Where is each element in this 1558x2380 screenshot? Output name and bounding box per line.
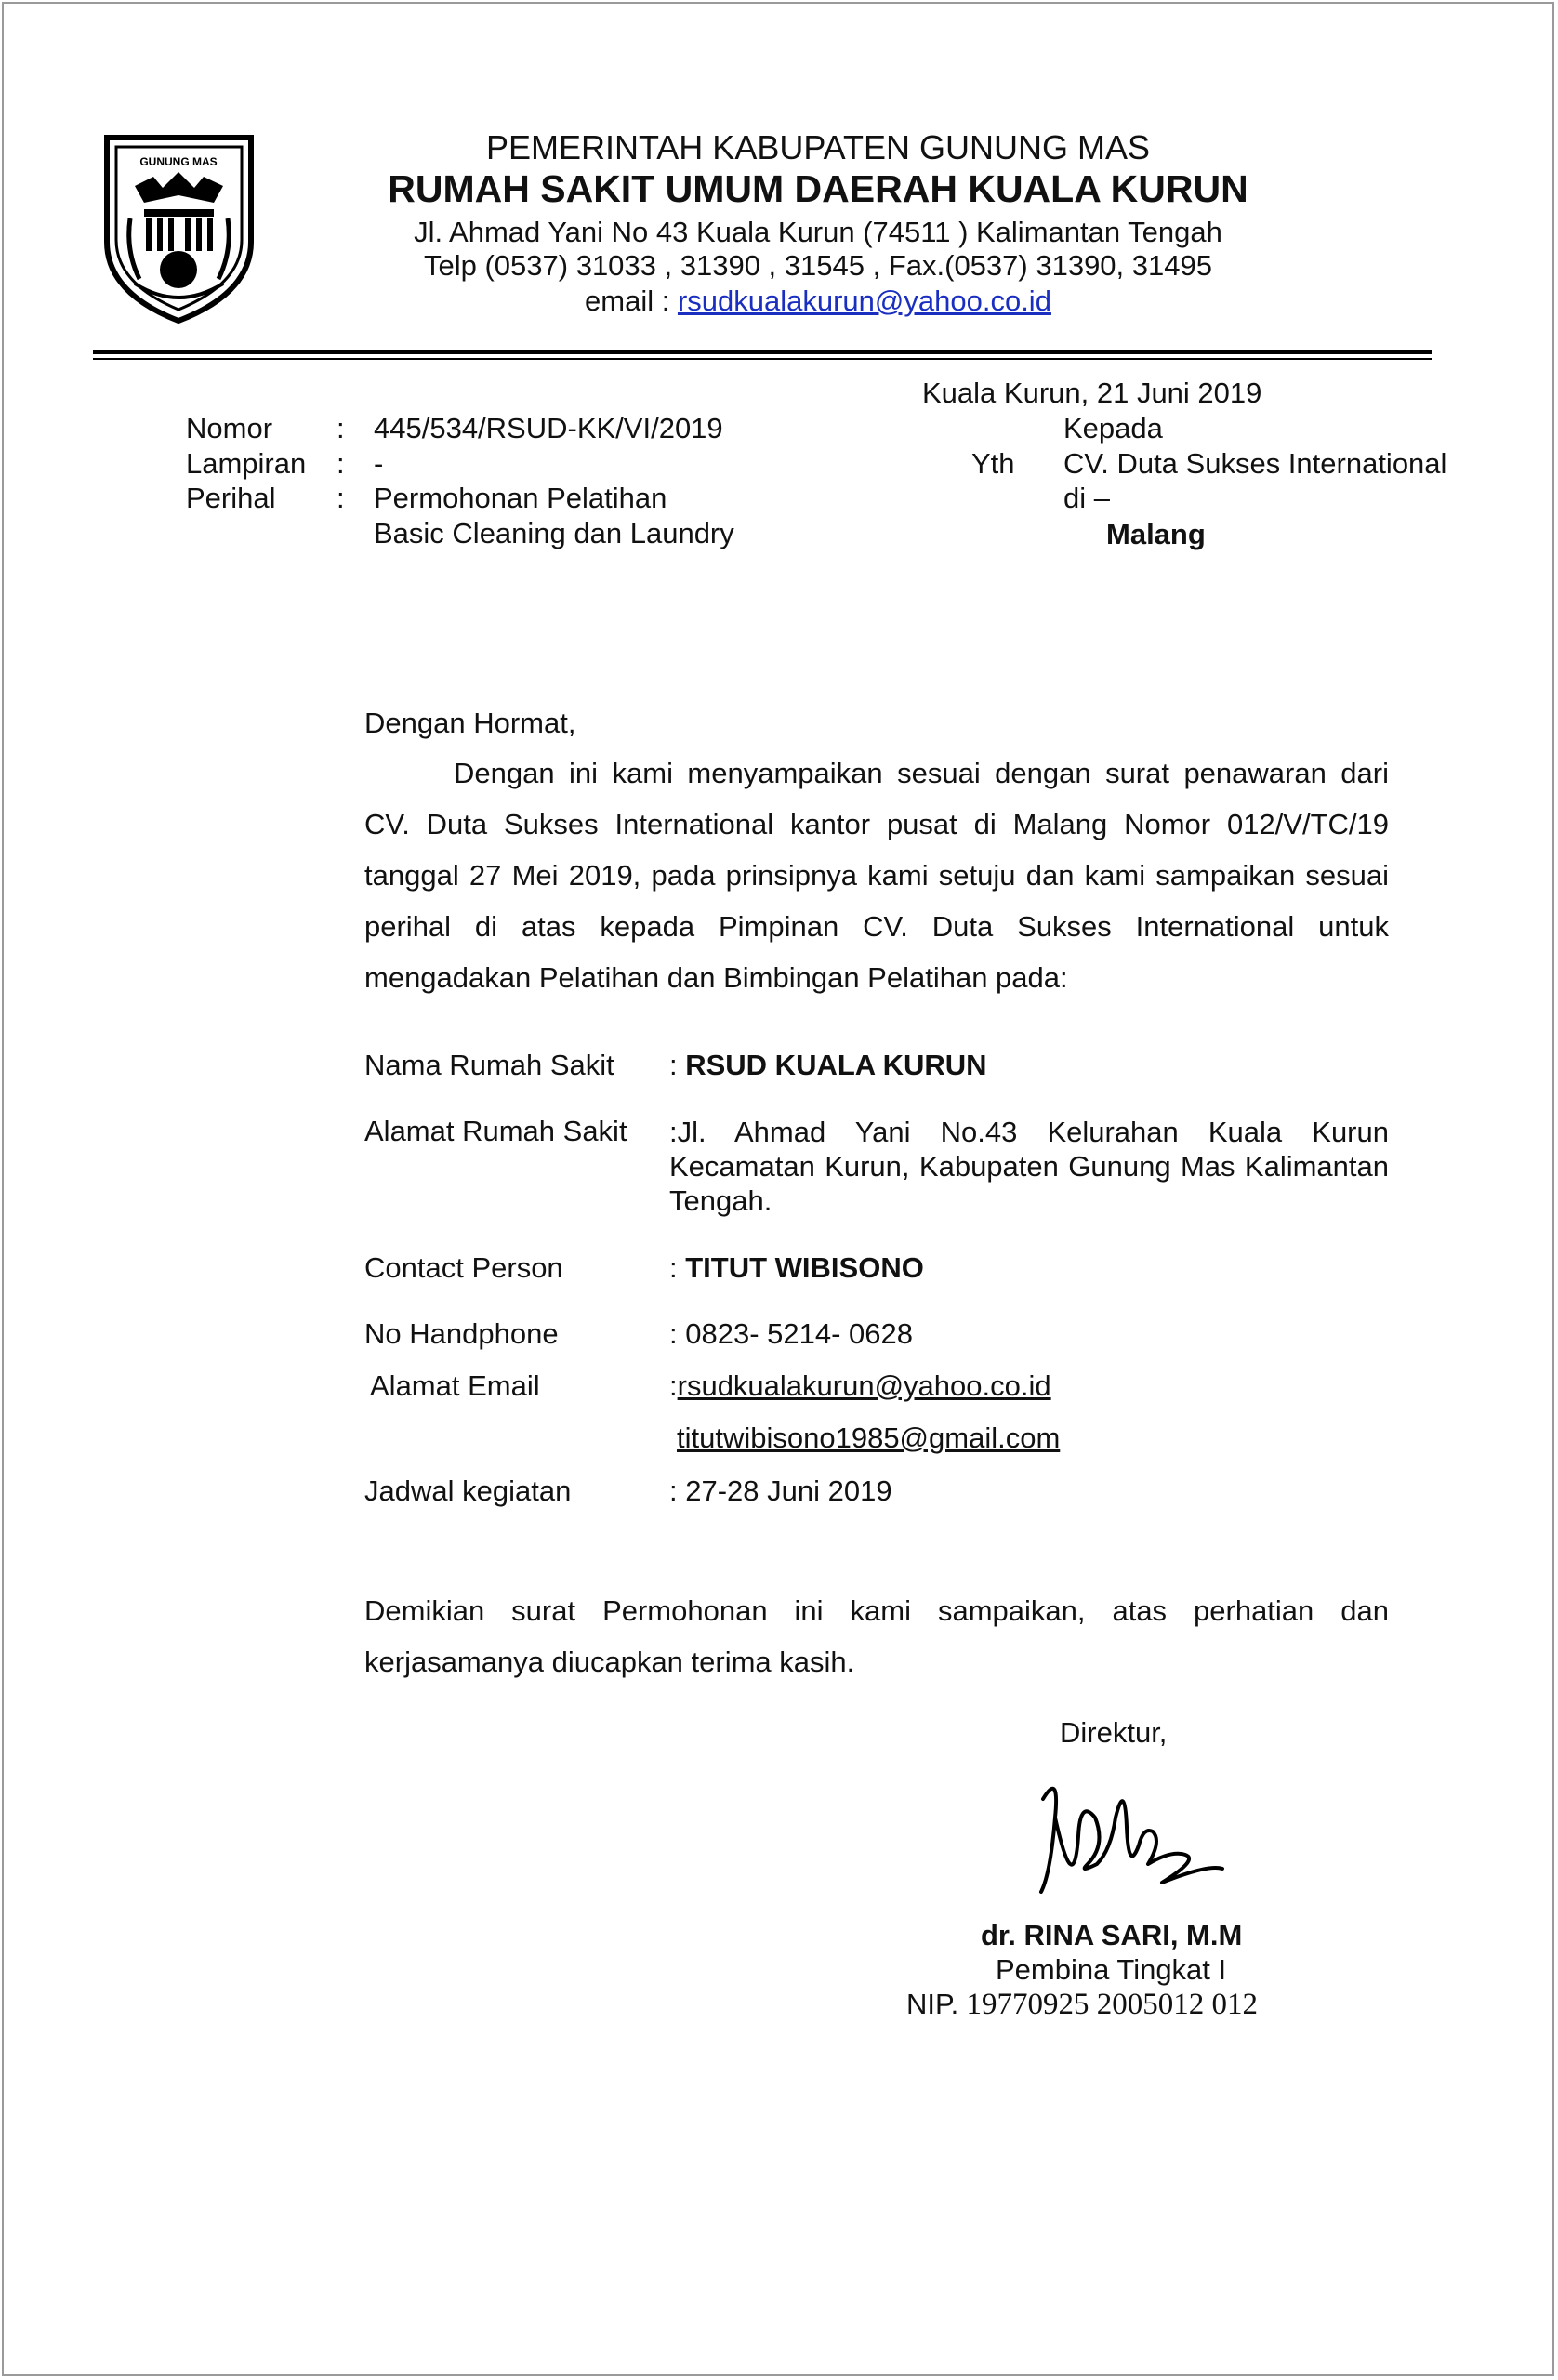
contact-person-label: Contact Person <box>364 1251 563 1284</box>
signatory-name: dr. RINA SARI, M.M <box>981 1919 1243 1951</box>
lampiran-colon: : <box>337 447 345 480</box>
salutation: Dengan Hormat, <box>364 707 576 739</box>
hospital-name-text: RSUD KUALA KURUN <box>685 1049 987 1081</box>
hospital-email-line <box>297 284 1339 318</box>
lampiran-value: - <box>374 447 384 480</box>
schedule-label: Jadwal kegiatan <box>364 1474 572 1507</box>
nip-value: 19770925 2005012 012 <box>958 1988 1259 2021</box>
letterhead-rule-thick <box>93 350 1432 354</box>
email-label: Alamat Email <box>370 1369 540 1402</box>
recipient-yth: Yth <box>971 447 1015 480</box>
hospital-phone: Telp (0537) 31033 , 31390 , 31545 , Fax.(0537) 31390, 31495 <box>424 249 1212 282</box>
signatory-rank: Pembina Tingkat I <box>996 1953 1227 1986</box>
svg-text:GUNUNG MAS: GUNUNG MAS <box>139 155 218 168</box>
hospital-address: Jl. Ahmad Yani No 43 Kuala Kurun (74511 ) Kalimantan Tengah <box>414 216 1222 248</box>
hospital-email-link[interactable]: rsudkualakurun@yahoo.co.id <box>677 284 1051 317</box>
handphone-label: No Handphone <box>364 1317 559 1350</box>
perihal-value-line-1: Permohonan Pelatihan <box>374 482 667 514</box>
body-paragraph-1-text: Dengan ini kami menyampaikan sesuai dengan surat penawaran dari CV. Duta Sukses International kantor pusat di Malang Nomor 012/V/TC/19 tanggal 27 Mei 2019, pada prinsipnya kami setuju dan kami sampaikan sesuai perihal di atas kepada Pimpinan CV. Duta Sukses International untuk mengadakan Pelatihan dan Bimbingan Pelatihan pada: <box>364 757 1389 994</box>
hospital-address-label: Alamat Rumah Sakit <box>364 1115 627 1147</box>
lampiran-label: Lampiran <box>186 447 307 480</box>
regency-emblem-logo <box>98 130 260 325</box>
body-paragraph-1 <box>364 747 1389 1003</box>
schedule-value: : 27-28 Juni 2019 <box>669 1474 892 1507</box>
nomor-colon: : <box>337 412 345 444</box>
hospital-address-value: :Jl. Ahmad Yani No.43 Kelurahan Kuala Kurun Kecamatan Kurun, Kabupaten Gunung Mas Kalimantan Tengah. <box>669 1116 1389 1217</box>
nomor-value: 445/534/RSUD-KK/VI/2019 <box>374 412 723 444</box>
perihal-colon: : <box>337 482 345 514</box>
hospital-title: RUMAH SAKIT UMUM DAERAH KUALA KURUN <box>388 167 1248 210</box>
hospital-name-prefix: : <box>669 1049 686 1081</box>
email-link-1[interactable]: rsudkualakurun@yahoo.co.id <box>677 1369 1051 1402</box>
email-prefix: : <box>669 1369 678 1402</box>
email-link-2[interactable]: titutwibisono1985@gmail.com <box>677 1421 1061 1454</box>
letter-date: Kuala Kurun, 21 Juni 2019 <box>922 377 1262 409</box>
signature-handwriting <box>1023 1762 1236 1911</box>
email-label: email : <box>585 284 678 317</box>
recipient-city: Malang <box>1106 518 1206 550</box>
signature-title: Direktur, <box>1060 1716 1168 1749</box>
perihal-label: Perihal <box>186 482 276 514</box>
recipient-name: CV. Duta Sukses International <box>1063 447 1447 480</box>
letterhead-rule-thin <box>93 358 1432 360</box>
contact-person-name: TITUT WIBISONO <box>685 1251 924 1284</box>
recipient-kepada: Kepada <box>1063 412 1163 444</box>
hospital-name-label: Nama Rumah Sakit <box>364 1049 614 1081</box>
government-title: PEMERINTAH KABUPATEN GUNUNG MAS <box>485 128 1151 166</box>
email-value-2 <box>677 1421 1060 1455</box>
closing-paragraph: Demikian surat Permohonan ini kami sampaikan, atas perhatian dan kerjasamanya diucapkan terima kasih. <box>364 1594 1389 1678</box>
contact-person-prefix: : <box>669 1251 686 1284</box>
perihal-value-line-2: Basic Cleaning dan Laundry <box>374 517 734 549</box>
signatory-nip <box>906 1988 1258 2022</box>
handphone-value: : 0823- 5214- 0628 <box>669 1317 913 1350</box>
email-value-1 <box>669 1369 1051 1403</box>
contact-person-value <box>669 1251 924 1285</box>
hospital-name-value <box>669 1049 987 1082</box>
recipient-di: di – <box>1063 482 1110 514</box>
nip-label: NIP. <box>906 1988 959 2020</box>
nomor-label: Nomor <box>186 412 273 444</box>
